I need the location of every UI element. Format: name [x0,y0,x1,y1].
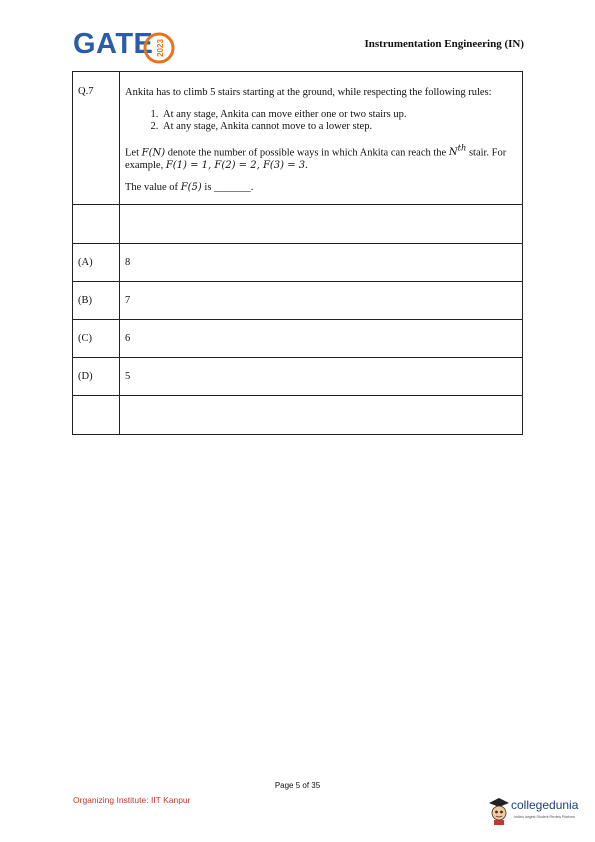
question-table [72,71,523,435]
logo-ring-icon [143,30,175,66]
brand-name: collegedunia [511,798,579,812]
definition-text: Let F(N) denote the number of possible ways in which Ankita can reach the $N^{th}$ stair. For example, F(1) = 1, F(2) = 2, F(3) = 3. [125,143,507,172]
question-intro: Ankita has to climb 5 stairs starting at the ground, while respecting the following rules: [125,87,492,98]
rules-list [125,109,517,133]
question-number: Q.7 [78,86,94,97]
logo-year: 2023 [156,39,165,57]
paper-title: Instrumentation Engineering (IN) [364,38,524,50]
option-value: 5 [120,358,523,396]
rule-item: 1. At any stage, Ankita can move either one or two stairs up. [161,109,517,121]
math-nth: $N^{th}$ [448,143,467,159]
math-example: F(1) = 1, F(2) = 2, F(3) = 3 [165,160,306,172]
question-row [73,72,523,205]
organizing-institute: Organizing Institute: IIT Kanpur [73,795,191,805]
rule-item: 2. At any stage, Ankita cannot move to a lower step. [161,121,517,133]
logo-wordmark: GATE [73,28,154,60]
option-label: (D) [73,358,120,396]
option-row [73,320,523,358]
page-number: Page 5 of 35 [274,781,321,790]
option-value: 7 [120,282,523,320]
gate-2023-logo [73,28,183,68]
option-label: (A) [73,244,120,282]
option-row [73,282,523,320]
option-row [73,358,523,396]
brand-tagline: India's largest Student Review Platform [514,815,575,819]
option-value: 8 [120,244,523,282]
math-fn: F(N) [141,147,166,159]
blank-row [73,396,523,435]
option-value: 6 [120,320,523,358]
question-stem [125,72,517,194]
option-row [73,244,523,282]
question-ask: The value of F(5) is _______. [125,182,254,194]
collegedunia-logo [487,796,592,828]
option-label: (B) [73,282,120,320]
graduate-mascot-icon [487,796,511,826]
math-f5: F(5) [180,182,202,194]
option-label: (C) [73,320,120,358]
blank-row [73,205,523,244]
